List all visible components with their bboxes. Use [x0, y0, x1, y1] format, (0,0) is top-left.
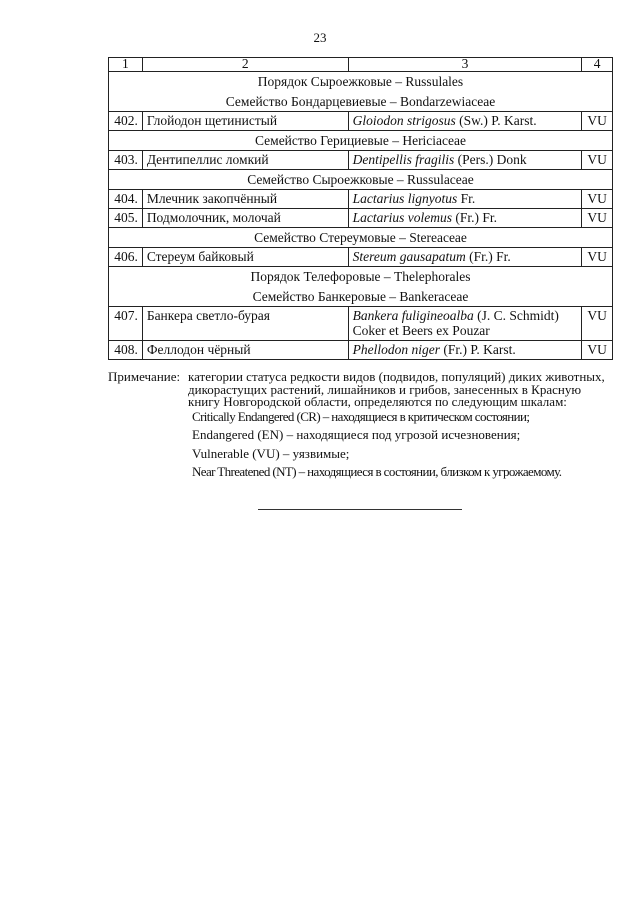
note-intro: категории статуса редкости видов (подвидов, популяций) диких животных, дикорастущих растений, лишайников и грибов, занесенных в Красную книгу Новгородской области, определяются по следующим шкалам:	[188, 369, 605, 409]
latin-name-cell	[348, 209, 582, 228]
author-citation: (Fr.) Fr.	[451, 210, 497, 225]
latin-name-cell	[348, 190, 582, 209]
table-row	[109, 209, 613, 228]
family-heading: Семейство Стереумовые – Stereaceae	[109, 228, 613, 248]
row-number: 407.	[109, 307, 143, 341]
family-heading: Семейство Банкеровые – Bankeraceae	[252, 289, 469, 304]
latin-name: Lactarius volemus	[352, 210, 452, 225]
taxon-group-heading	[109, 72, 613, 112]
latin-name-cell	[348, 341, 582, 360]
latin-name-cell	[348, 112, 582, 131]
table-row	[109, 112, 613, 131]
column-header: 3	[348, 58, 582, 72]
page-number: 23	[313, 30, 327, 45]
status-category: VU	[582, 190, 613, 209]
row-number: 406.	[109, 248, 143, 267]
author-citation: (Fr.) Fr.	[465, 249, 511, 264]
row-number: 402.	[109, 112, 143, 131]
order-heading: Порядок Сыроежковые – Russulales	[257, 74, 464, 89]
latin-name: Dentipellis fragilis	[352, 152, 455, 167]
latin-name-cell	[348, 248, 582, 267]
status-category: VU	[582, 112, 613, 131]
latin-name: Gloiodon strigosus	[352, 113, 456, 128]
category-vu: Vulnerable (VU) – уязвимые;	[192, 445, 350, 461]
column-header: 1	[109, 58, 143, 72]
table-row	[109, 151, 613, 170]
table-row	[109, 248, 613, 267]
table-header-row	[109, 58, 613, 72]
column-header: 4	[582, 58, 613, 72]
author-citation: (J. C. Schmidt) Coker et Beers ex Pouzar	[352, 308, 559, 338]
family-heading: Семейство Бондарцевиевые – Bondarzewiaceae	[225, 94, 496, 109]
order-heading: Порядок Телефоровые – Thelephorales	[250, 269, 471, 284]
category-cr: Critically Endangered (CR) – находящиеся в критическом состоянии;	[192, 408, 530, 424]
category-nt: Near Threatened (NT) – находящиеся в состоянии, близком к угрожаемому.	[192, 464, 562, 479]
latin-name-cell	[348, 307, 582, 341]
taxon-group-row	[109, 72, 613, 112]
family-heading: Семейство Герициевые – Hericiaceae	[109, 131, 613, 151]
russian-name: Банкера светло-бурая	[142, 307, 348, 341]
taxon-group-row	[109, 228, 613, 248]
status-category: VU	[582, 341, 613, 360]
status-category: VU	[582, 151, 613, 170]
author-citation: (Fr.) P. Karst.	[439, 342, 516, 357]
status-note	[108, 371, 618, 479]
latin-name: Stereum gausapatum	[352, 249, 466, 264]
row-number: 408.	[109, 341, 143, 360]
column-header: 2	[142, 58, 348, 72]
taxon-group-row	[109, 131, 613, 151]
status-category: VU	[582, 307, 613, 341]
family-heading: Семейство Сыроежковые – Russulaceae	[109, 170, 613, 190]
table-row	[109, 341, 613, 360]
row-number: 405.	[109, 209, 143, 228]
category-en: Endangered (EN) – находящиеся под угрозой исчезновения;	[192, 427, 521, 442]
status-category: VU	[582, 209, 613, 228]
russian-name: Млечник закопчённый	[142, 190, 348, 209]
table-row	[109, 190, 613, 209]
russian-name: Стереум байковый	[142, 248, 348, 267]
latin-name-cell	[348, 151, 582, 170]
russian-name: Феллодон чёрный	[142, 341, 348, 360]
end-divider	[258, 509, 462, 510]
russian-name: Подмолочник, молочай	[142, 209, 348, 228]
taxon-group-heading	[109, 267, 613, 307]
latin-name: Bankera fuligineoalba	[352, 308, 474, 323]
note-label: Примечание:	[108, 369, 181, 384]
species-table	[108, 57, 613, 360]
status-category: VU	[582, 248, 613, 267]
author-citation: (Sw.) P. Karst.	[455, 113, 537, 128]
author-citation: (Pers.) Donk	[454, 152, 527, 167]
author-citation: Fr.	[457, 191, 476, 206]
row-number: 403.	[109, 151, 143, 170]
note-header	[108, 371, 618, 409]
table-row	[109, 307, 613, 341]
taxon-group-row	[109, 170, 613, 190]
russian-name: Глойодон щетинистый	[142, 112, 348, 131]
latin-name: Phellodon niger	[352, 342, 440, 357]
latin-name: Lactarius lignyotus	[352, 191, 458, 206]
russian-name: Дентипеллис ломкий	[142, 151, 348, 170]
taxon-group-row	[109, 267, 613, 307]
row-number: 404.	[109, 190, 143, 209]
